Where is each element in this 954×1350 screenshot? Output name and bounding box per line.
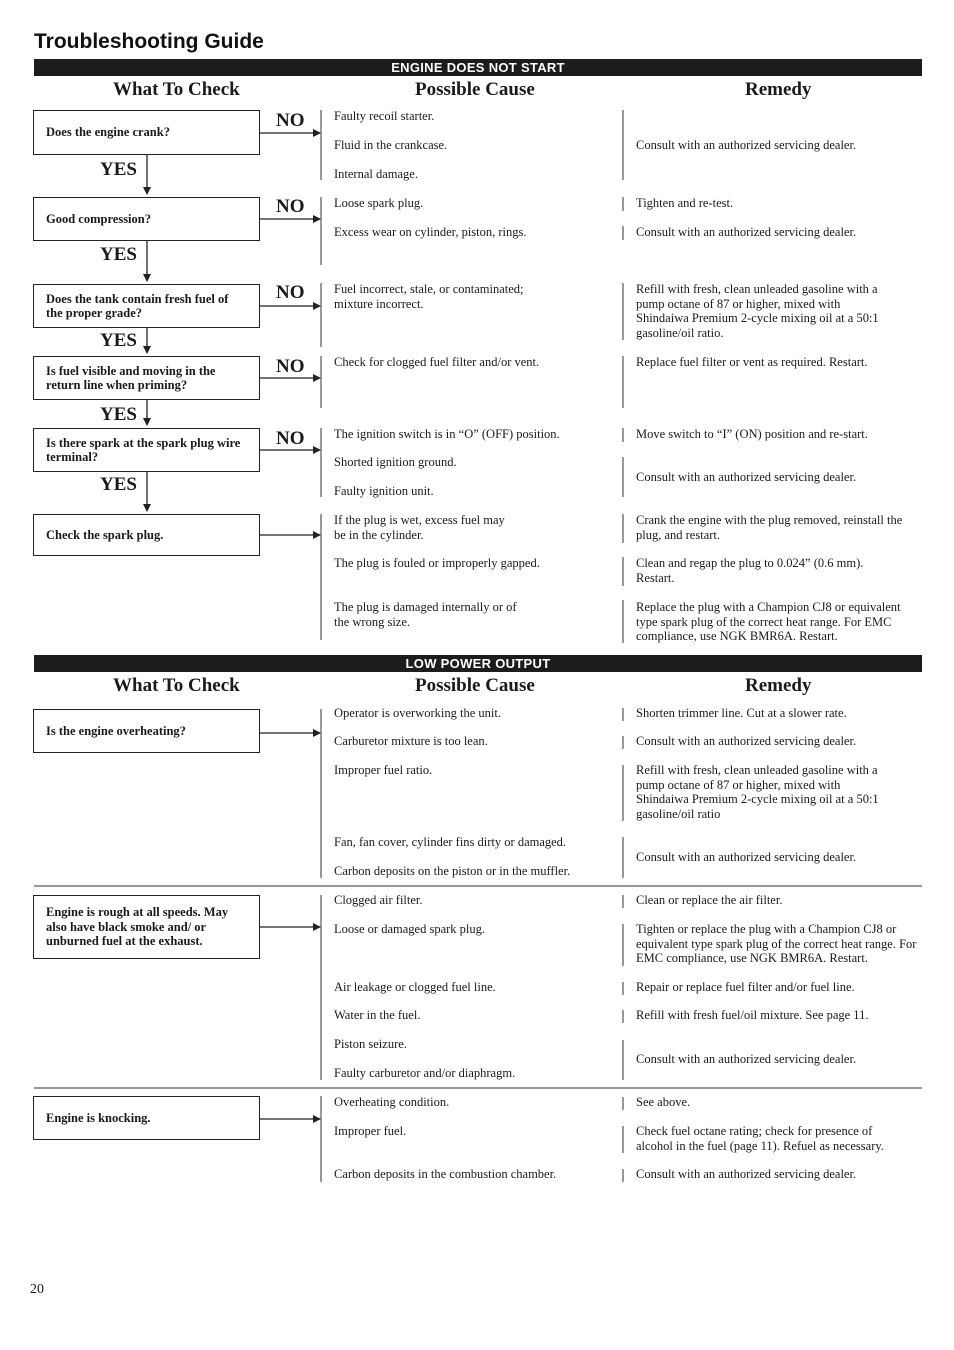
- cause-text: Shorted ignition ground.: [334, 455, 457, 469]
- cause-text: Improper fuel.: [334, 1124, 407, 1138]
- no-label: NO: [276, 196, 305, 217]
- yes-label: YES: [100, 474, 137, 495]
- cause-text: Internal damage.: [334, 167, 418, 181]
- cause-text: Water in the fuel.: [334, 1008, 421, 1022]
- remedy-text: See above.: [636, 1095, 691, 1109]
- cause-text: Improper fuel ratio.: [334, 763, 433, 777]
- cause-text: Loose spark plug.: [334, 196, 424, 210]
- yes-label: YES: [100, 330, 137, 351]
- remedy-text: Consult with an authorized servicing dealer.: [636, 138, 857, 152]
- cause-text: Check for clogged fuel filter and/or vent.: [334, 355, 540, 369]
- no-label: NO: [276, 428, 305, 449]
- check-engine-knocking: Engine is knocking.: [33, 1096, 260, 1140]
- remedy-text: Repair or replace fuel filter and/or fuel line.: [636, 980, 855, 994]
- cause-text: Faulty ignition unit.: [334, 484, 434, 498]
- remedy-text: Replace fuel filter or vent as required. Restart.: [636, 355, 868, 369]
- no-label: NO: [276, 356, 305, 377]
- check-engine-crank: Does the engine crank?: [33, 110, 260, 155]
- column-header-possible-cause: Possible Cause: [415, 79, 535, 100]
- cause-text: Piston seizure.: [334, 1037, 407, 1051]
- check-spark-plug: Check the spark plug.: [33, 514, 260, 556]
- check-fuel-return-line: Is fuel visible and moving in the return line when priming?: [33, 356, 260, 400]
- cause-text: Carburetor mixture is too lean.: [334, 734, 488, 748]
- no-label: NO: [276, 282, 305, 303]
- remedy-text: Consult with an authorized servicing dealer.: [636, 470, 857, 484]
- section-heading-low-power-output: LOW POWER OUTPUT: [34, 655, 922, 672]
- remedy-text: Clean or replace the air filter.: [636, 893, 783, 907]
- cause-text: Fan, fan cover, cylinder fins dirty or damaged.: [334, 835, 567, 849]
- remedy-text: Move switch to “I” (ON) position and re-start.: [636, 427, 868, 441]
- cause-text: Clogged air filter.: [334, 893, 423, 907]
- remedy-text: Consult with an authorized servicing dealer.: [636, 734, 857, 748]
- remedy-text: Consult with an authorized servicing dealer.: [636, 1052, 857, 1066]
- cause-text: If the plug is wet, excess fuel may be in the cylinder.: [334, 513, 505, 542]
- column-header-what-to-check: What To Check: [113, 675, 240, 696]
- cause-text: Air leakage or clogged fuel line.: [334, 980, 496, 994]
- page-title: Troubleshooting Guide: [34, 30, 264, 53]
- cause-text: Overheating condition.: [334, 1095, 450, 1109]
- cause-text: The plug is fouled or improperly gapped.: [334, 556, 540, 570]
- no-label: NO: [276, 110, 305, 131]
- yes-label: YES: [100, 244, 137, 265]
- cause-text: Carbon deposits on the piston or in the muffler.: [334, 864, 571, 878]
- remedy-text: Shorten trimmer line. Cut at a slower rate.: [636, 706, 847, 720]
- remedy-text: Refill with fresh fuel/oil mixture. See page 11.: [636, 1008, 869, 1022]
- page-number: 20: [30, 1282, 44, 1297]
- cause-text: Carbon deposits in the combustion chamber.: [334, 1167, 557, 1181]
- remedy-text: Consult with an authorized servicing dealer.: [636, 225, 857, 239]
- cause-text: Excess wear on cylinder, piston, rings.: [334, 225, 527, 239]
- column-header-remedy: Remedy: [745, 675, 812, 696]
- remedy-text: Check fuel octane rating; check for presence of alcohol in the fuel (page 11). Refuel as necessary.: [636, 1124, 884, 1153]
- remedy-text: Refill with fresh, clean unleaded gasoline with a pump octane of 87 or higher, mixed with Shindaiwa Premium 2-cycle mixing oil at a 50:1 gasoline/oil ratio.: [636, 282, 879, 340]
- cause-text: Loose or damaged spark plug.: [334, 922, 486, 936]
- remedy-text: Consult with an authorized servicing dealer.: [636, 1167, 857, 1181]
- check-engine-overheating: Is the engine overheating?: [33, 709, 260, 753]
- column-header-what-to-check: What To Check: [113, 79, 240, 100]
- cause-text: The plug is damaged internally or of the wrong size.: [334, 600, 517, 629]
- check-spark-terminal: Is there spark at the spark plug wire terminal?: [33, 428, 260, 472]
- section-heading-engine-does-not-start: ENGINE DOES NOT START: [34, 59, 922, 76]
- check-fresh-fuel: Does the tank contain fresh fuel of the proper grade?: [33, 284, 260, 328]
- remedy-text: Replace the plug with a Champion CJ8 or equivalent type spark plug of the correct heat range. For EMC compliance, use NGK BMR6A. Restart.: [636, 600, 901, 643]
- cause-text: Faulty recoil starter.: [334, 109, 435, 123]
- cause-text: Fluid in the crankcase.: [334, 138, 448, 152]
- cause-text: Fuel incorrect, stale, or contaminated; mixture incorrect.: [334, 282, 524, 311]
- check-engine-rough: Engine is rough at all speeds. May also have black smoke and/ or unburned fuel at the exhaust.: [33, 895, 260, 959]
- column-header-remedy: Remedy: [745, 79, 812, 100]
- remedy-text: Refill with fresh, clean unleaded gasoline with a pump octane of 87 or higher, mixed with Shindaiwa Premium 2-cycle mixing oil at a 50:1 gasoline/oil ratio: [636, 763, 879, 821]
- yes-label: YES: [100, 159, 137, 180]
- remedy-text: Tighten or replace the plug with a Champion CJ8 or equivalent type spark plug of the correct heat range. For EMC compliance, use NGK BMR6A. Restart.: [636, 922, 917, 965]
- cause-text: Faulty carburetor and/or diaphragm.: [334, 1066, 516, 1080]
- remedy-text: Tighten and re-test.: [636, 196, 734, 210]
- yes-label: YES: [100, 404, 137, 425]
- remedy-text: Crank the engine with the plug removed, reinstall the plug, and restart.: [636, 513, 903, 542]
- column-header-possible-cause: Possible Cause: [415, 675, 535, 696]
- remedy-text: Consult with an authorized servicing dealer.: [636, 850, 857, 864]
- cause-text: Operator is overworking the unit.: [334, 706, 501, 720]
- check-compression: Good compression?: [33, 197, 260, 241]
- cause-text: The ignition switch is in “O” (OFF) position.: [334, 427, 560, 441]
- remedy-text: Clean and regap the plug to 0.024” (0.6 mm). Restart.: [636, 556, 864, 585]
